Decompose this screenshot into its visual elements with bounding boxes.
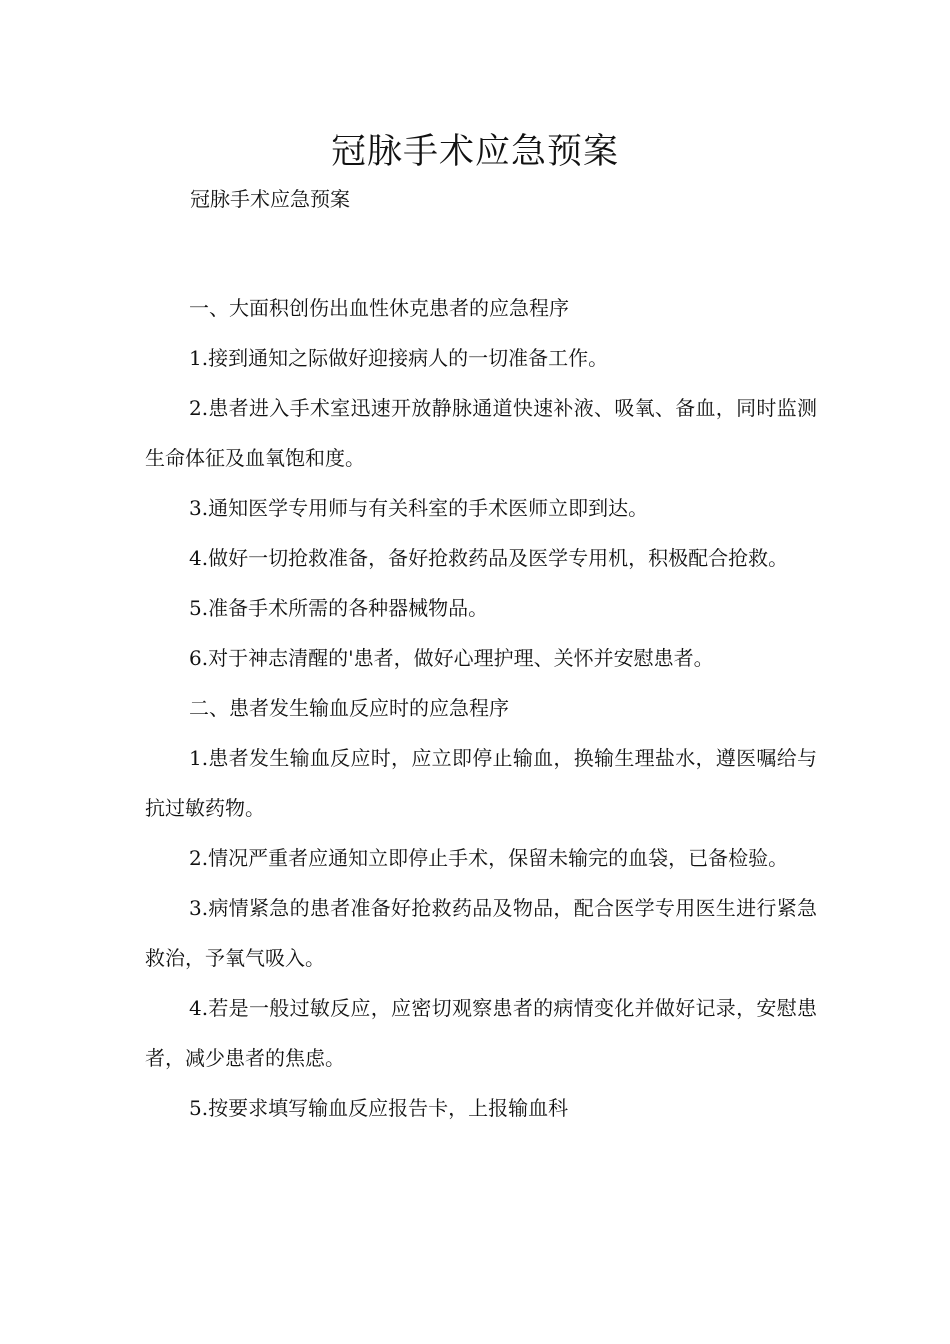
document-subtitle: 冠脉手术应急预案 — [190, 187, 350, 211]
document-body — [145, 283, 817, 1133]
paragraph: 5.按要求填写输血反应报告卡，上报输血科 — [189, 1096, 569, 1120]
paragraph: 5.准备手术所需的各种器械物品。 — [189, 596, 489, 620]
paragraph: 1.患者发生输血反应时，应立即停止输血，换输生理盐水，遵医嘱给与抗过敏药物。 — [145, 746, 817, 820]
paragraph: 4.做好一切抢救准备，备好抢救药品及医学专用机，积极配合抢救。 — [189, 546, 789, 570]
section-heading-2: 二、患者发生输血反应时的应急程序 — [189, 696, 509, 720]
paragraph: 2.患者进入手术室迅速开放静脉通道快速补液、吸氧、备血，同时监测生命体征及血氧饱和度。 — [145, 396, 817, 470]
paragraph: 1.接到通知之际做好迎接病人的一切准备工作。 — [189, 346, 609, 370]
paragraph: 2.情况严重者应通知立即停止手术，保留未输完的血袋，已备检验。 — [189, 846, 789, 870]
section-heading-1: 一、大面积创伤出血性休克患者的应急程序 — [189, 296, 569, 320]
paragraph: 6.对于神志清醒的'患者，做好心理护理、关怀并安慰患者。 — [189, 646, 714, 670]
document-title: 冠脉手术应急预案 — [330, 132, 619, 172]
paragraph: 3.病情紧急的患者准备好抢救药品及物品，配合医学专用医生进行紧急救治，予氧气吸入。 — [145, 896, 817, 970]
paragraph: 4.若是一般过敏反应，应密切观察患者的病情变化并做好记录，安慰患者，减少患者的焦虑。 — [145, 996, 817, 1070]
paragraph: 3.通知医学专用师与有关科室的手术医师立即到达。 — [189, 496, 649, 520]
